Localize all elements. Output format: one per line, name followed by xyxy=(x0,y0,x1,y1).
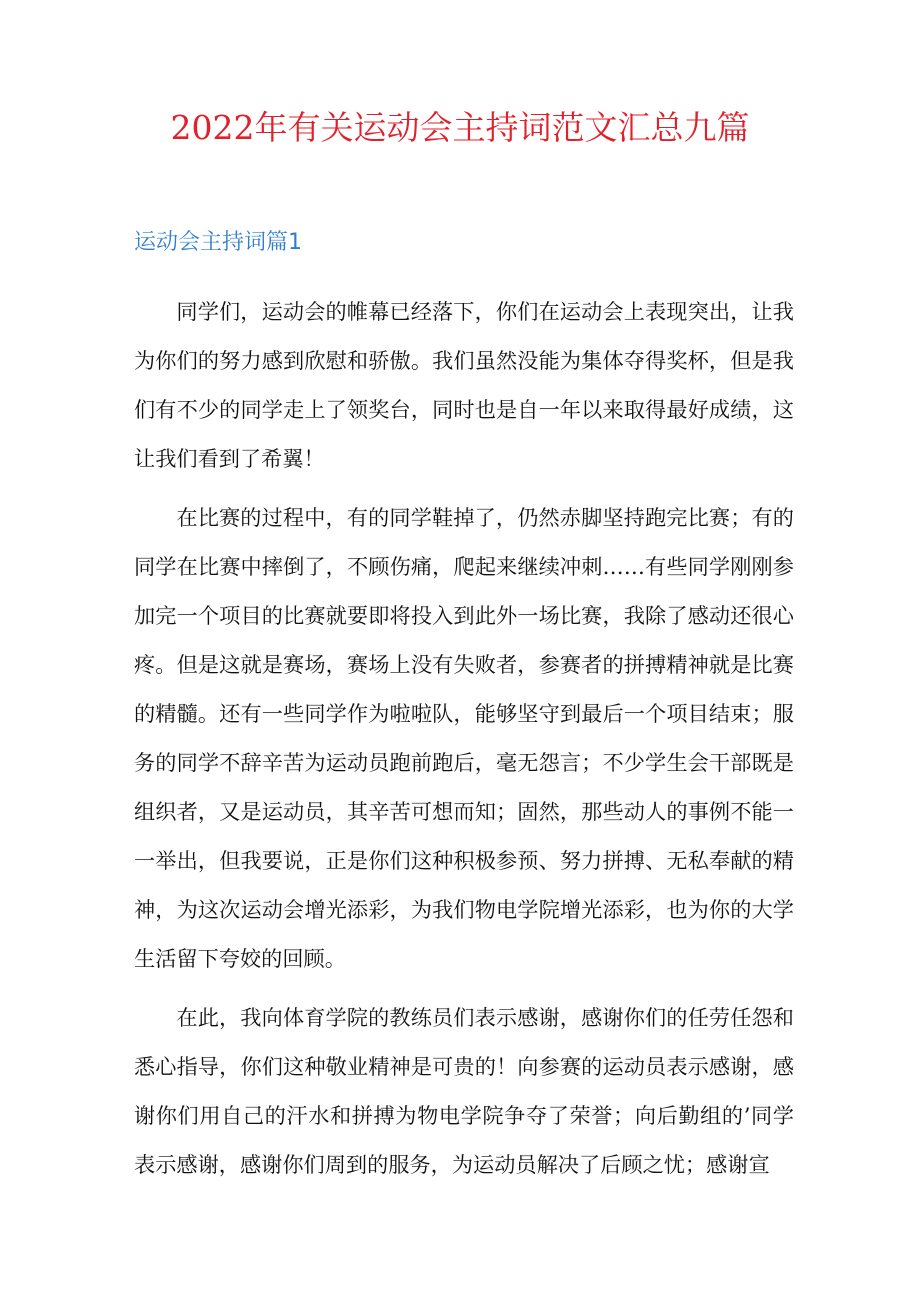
paragraph: 同学们，运动会的帷幕已经落下，你们在运动会上表现突出，让我为你们的努力感到欣慰和骄傲。我们虽然没能为集体夺得奖杯，但是我们有不少的同学走上了领奖台，同时也是自一年以来取得最好成绩，这让我们看到了希翼！ xyxy=(134,299,794,471)
paragraph: 在比赛的过程中，有的同学鞋掉了，仍然赤脚坚持跑完比赛；有的同学在比赛中摔倒了，不顾伤痛，爬起来继续冲刺……有些同学刚刚参加完一个项目的比赛就要即将投入到此外一场比赛，我除了感动还很心疼。但是这就是赛场，赛场上没有失败者，参赛者的拼搏精神就是比赛的精髓。还有一些同学作为啦啦队，能够坚守到最后一个项目结束；服务的同学不辞辛苦为运动员跑前跑后，毫无怨言；不少学生会干部既是组织者，又是运动员，其辛苦可想而知；固然，那些动人的事例不能一一举出，但我要说，正是你们这种积极参预、努力拼搏、无私奉献的精神，为这次运动会增光添彩，为我们物电学院增光添彩，也为你的大学生活留下夸姣的回顾。 xyxy=(134,505,794,971)
section-heading: 运动会主持词篇1 xyxy=(134,230,302,255)
document-title: 2022年有关运动会主持词范文汇总九篇 xyxy=(170,108,750,147)
paragraph: 在此，我向体育学院的教练员们表示感谢，感谢你们的任劳任怨和悉心指导，你们这种敬业精神是可贵的！向参赛的运动员表示感谢，感谢你们用自己的汗水和拼搏为物电学院争夺了荣誉；向后勤组的’同学表示感谢，感谢你们周到的服务，为运动员解决了后顾之忧；感谢宣 xyxy=(134,1005,794,1177)
